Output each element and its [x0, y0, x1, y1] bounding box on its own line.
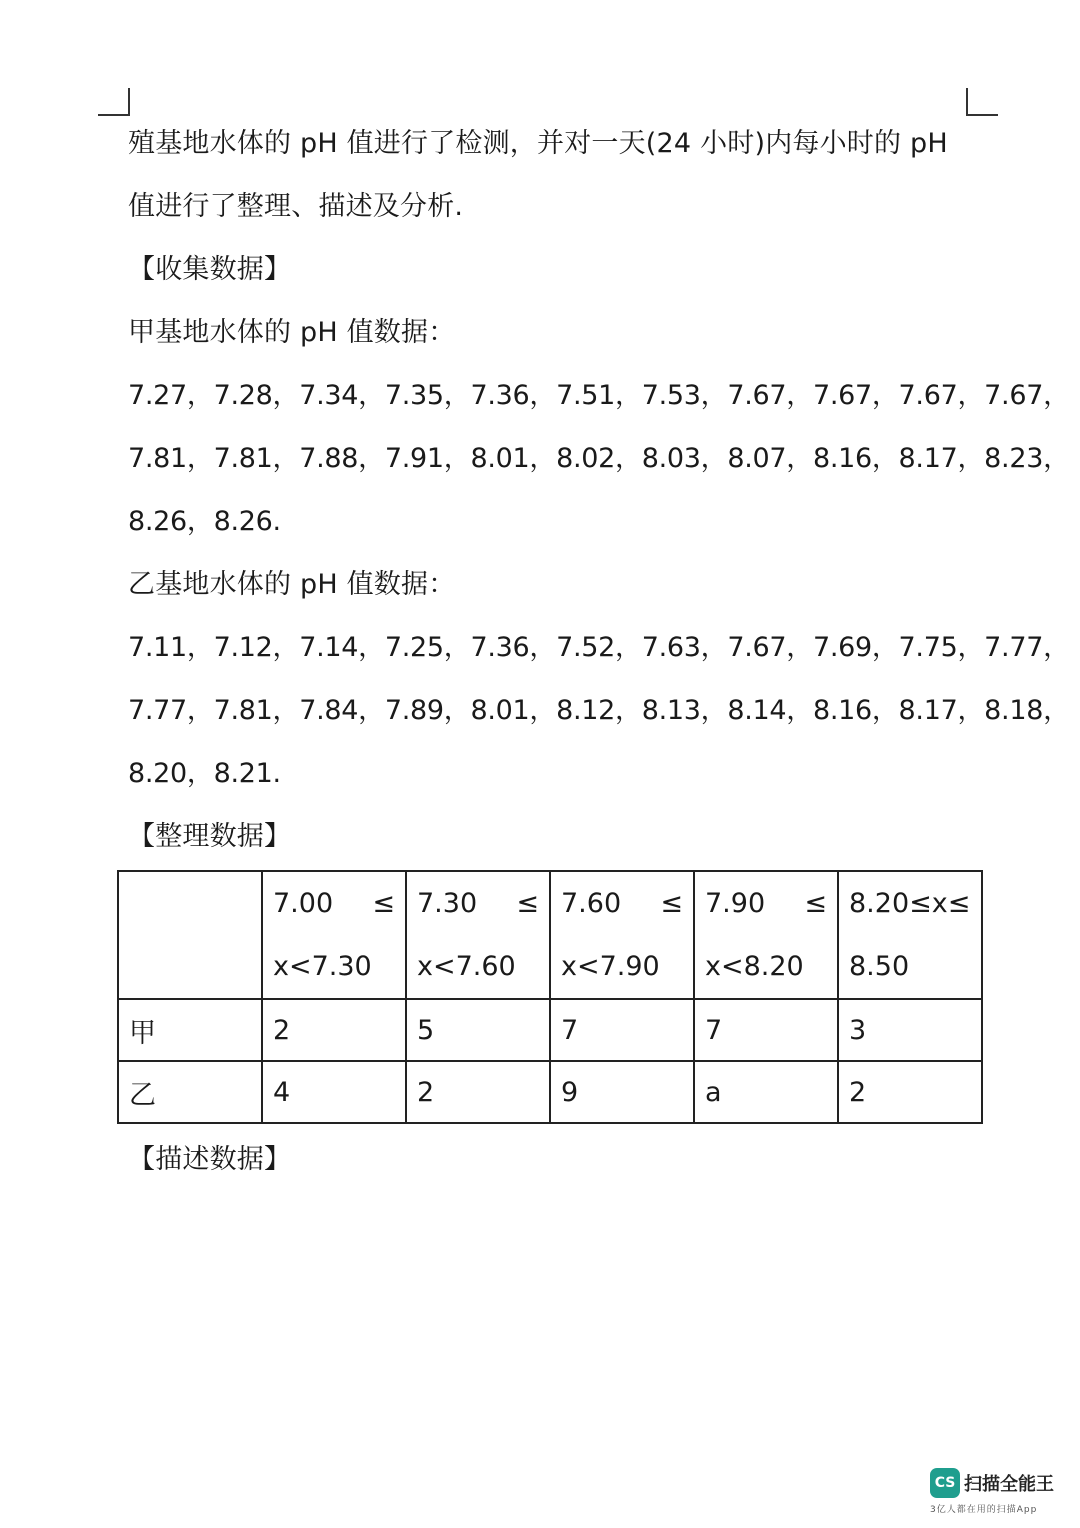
table-cell: 5: [406, 999, 550, 1061]
table-cell: 7: [694, 999, 838, 1061]
table-header-cell: [838, 871, 982, 999]
table-cell: 2: [838, 1061, 982, 1123]
table-corner-cell: [118, 871, 262, 999]
range-upper: 8.50: [849, 951, 910, 982]
table-header-cell: [550, 871, 694, 999]
row-label: 甲: [118, 999, 262, 1061]
yi-data-line-2: 7.77，7.81，7.84，7.89，8.01，8.12，8.13，8.14，8.16，8.17，8.18，: [128, 695, 1070, 726]
table-cell: 4: [262, 1061, 406, 1123]
table-header-cell: [262, 871, 406, 999]
range-symbol: ≤: [804, 888, 827, 919]
intro-line-2: 值进行了整理、描述及分析.: [128, 191, 464, 222]
range-upper: x<7.90: [561, 951, 660, 982]
watermark-slogan: 3亿人都在用的扫描App: [930, 1505, 1038, 1515]
table-cell: 2: [262, 999, 406, 1061]
section-heading-organize: 【整理数据】: [128, 821, 292, 852]
jia-data-line-2: 7.81，7.81，7.88，7.91，8.01，8.02，8.03，8.07，8.16，8.17，8.23，: [128, 443, 1070, 474]
jia-data-line-3: 8.26，8.26.: [128, 506, 281, 537]
jia-data-label: 甲基地水体的 pH 值数据：: [128, 317, 456, 348]
table-cell: a: [694, 1061, 838, 1123]
table-header-row: [118, 871, 982, 999]
yi-data-label: 乙基地水体的 pH 值数据：: [128, 569, 456, 600]
range-upper: x<7.30: [273, 951, 372, 982]
scanner-watermark: [930, 1464, 1070, 1514]
frequency-table: [117, 870, 983, 1124]
range-symbol: ≤: [660, 888, 683, 919]
table-header-cell: [694, 871, 838, 999]
table-cell: 9: [550, 1061, 694, 1123]
section-heading-collect: 【收集数据】: [128, 254, 292, 285]
intro-line-1: 殖基地水体的 pH 值进行了检测，并对一天(24 小时)内每小时的 pH: [128, 128, 948, 159]
range-lower: 7.60: [561, 888, 622, 919]
table-row-jia: [118, 999, 982, 1061]
camscanner-logo-icon: CS: [930, 1468, 960, 1498]
table-cell: 2: [406, 1061, 550, 1123]
yi-data-line-1: 7.11，7.12，7.14，7.25，7.36，7.52，7.63，7.67，7.69，7.75，7.77，: [128, 632, 1070, 663]
table-cell: 7: [550, 999, 694, 1061]
row-label: 乙: [118, 1061, 262, 1123]
section-heading-describe: 【描述数据】: [128, 1144, 292, 1175]
range-symbol: ≤: [372, 888, 395, 919]
table-row-yi: [118, 1061, 982, 1123]
range-symbol: ≤: [516, 888, 539, 919]
jia-data-line-1: 7.27，7.28，7.34，7.35，7.36，7.51，7.53，7.67，7.67，7.67，7.67，: [128, 380, 1070, 411]
yi-data-line-3: 8.20，8.21.: [128, 758, 281, 789]
watermark-app-name: 扫描全能王: [964, 1474, 1054, 1495]
document-body: [128, 112, 1070, 868]
table-cell: 3: [838, 999, 982, 1061]
range-lower: 7.00: [273, 888, 334, 919]
range-upper: x<7.60: [417, 951, 516, 982]
range-lower: 7.90: [705, 888, 766, 919]
table-header-cell: [406, 871, 550, 999]
crop-mark-top-left: [98, 88, 130, 116]
range-lower: 8.20≤x≤: [849, 888, 971, 919]
range-upper: x<8.20: [705, 951, 804, 982]
range-lower: 7.30: [417, 888, 478, 919]
